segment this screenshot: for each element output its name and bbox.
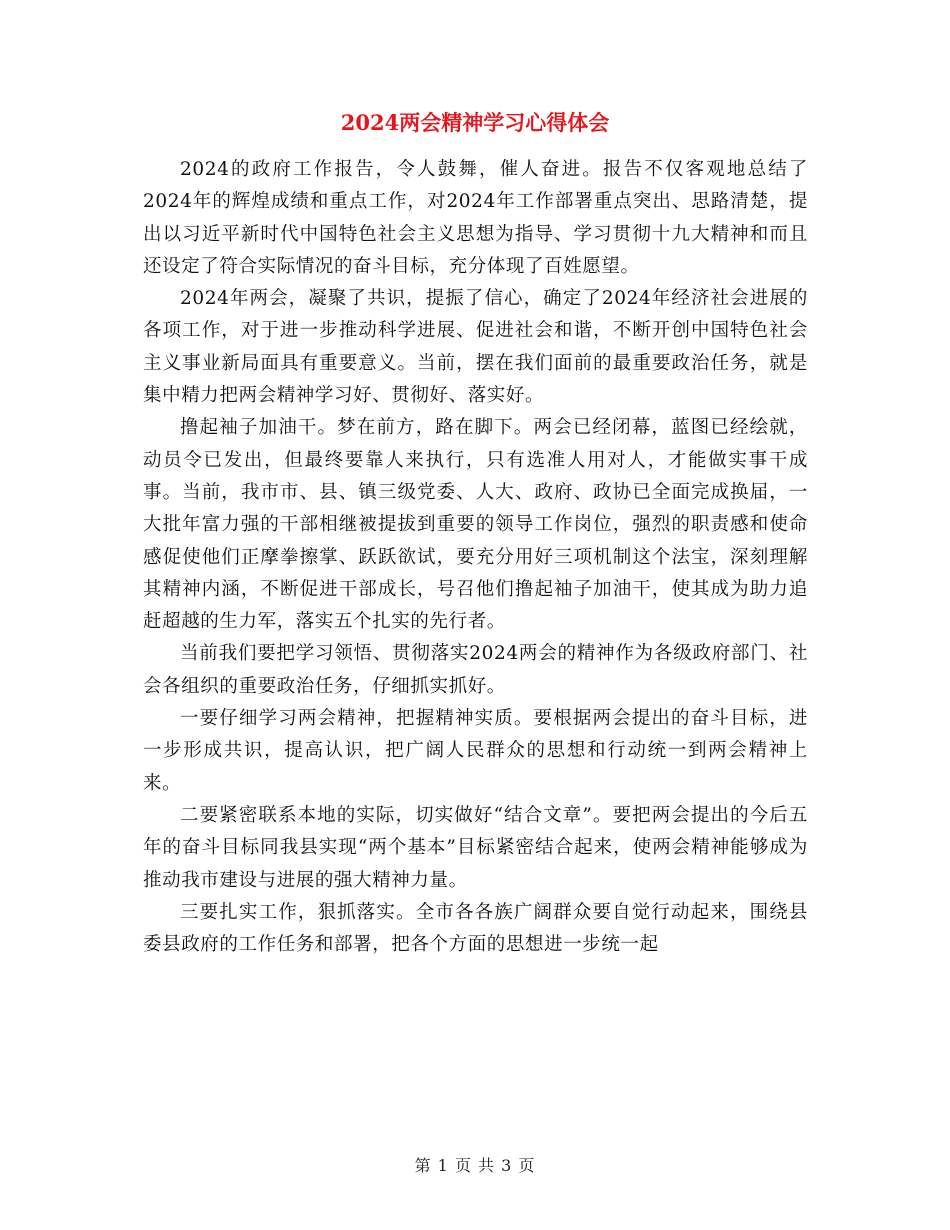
paragraph: 2024的政府工作报告，令人鼓舞，催人奋进。报告不仅客观地总结了2024年的辉煌成绩和重点工作，对2024年工作部署重点突出、思路清楚，提出以习近平新时代中国特色社会主义思想为指导、学习贯彻十九大精神和而且还设定了符合实际情况的奋斗目标，充分体现了百姓愿望。 bbox=[143, 159, 808, 277]
paragraph: 2024年两会，凝聚了共识，提振了信心，确定了2024年经济社会进展的各项工作，对于进一步推动科学进展、促进社会和谐，不断开创中国特色社会主义事业新局面具有重要意义。当前，摆在我们面前的最重要政治任务，就是集中精力把两会精神学习好、贯彻好、落实好。 bbox=[143, 288, 808, 407]
paragraph: 二要紧密联系本地的实际，切实做好“结合文章”。要把两会提出的今后五年的奋斗目标同我县实现“两个基本”目标紧密结合起来，使两会精神能够成为推动我市建设与进展的强大精神力量。 bbox=[143, 804, 808, 891]
paragraph: 当前我们要把学习领悟、贯彻落实2024两会的精神作为各级政府部门、社会各组织的重要政治任务，仔细抓实抓好。 bbox=[143, 643, 808, 697]
document-body bbox=[143, 154, 808, 961]
document-title: 2024两会精神学习心得体会 bbox=[340, 110, 610, 135]
page-number-footer: 第 1 页 共 3 页 bbox=[414, 1156, 536, 1175]
paragraph: 三要扎实工作，狠抓落实。全市各各族广阔群众要自觉行动起来，围绕县委县政府的工作任务和部署，把各个方面的思想进一步统一起 bbox=[143, 901, 808, 956]
paragraph: 一要仔细学习两会精神，把握精神实质。要根据两会提出的奋斗目标，进一步形成共识，提高认识，把广阔人民群众的思想和行动统一到两会精神上来。 bbox=[143, 708, 808, 794]
paragraph: 撸起袖子加油干。梦在前方，路在脚下。两会已经闭幕，蓝图已经绘就，动员令已发出，但最终要靠人来执行，只有选准人用对人，才能做实事干成事。当前，我市市、县、镇三级党委、人大、政府、政协已全面完成换届，一大批年富力强的干部相继被提拔到重要的领导工作岗位，强烈的职责感和使命感促使他们正摩拳擦掌、跃跃欲试，要充分用好三项机制这个法宝，深刻理解其精神内涵，不断促进干部成长，号召他们撸起袖子加油干，使其成为助力追赶超越的生力军，落实五个扎实的先行者。 bbox=[143, 417, 808, 633]
